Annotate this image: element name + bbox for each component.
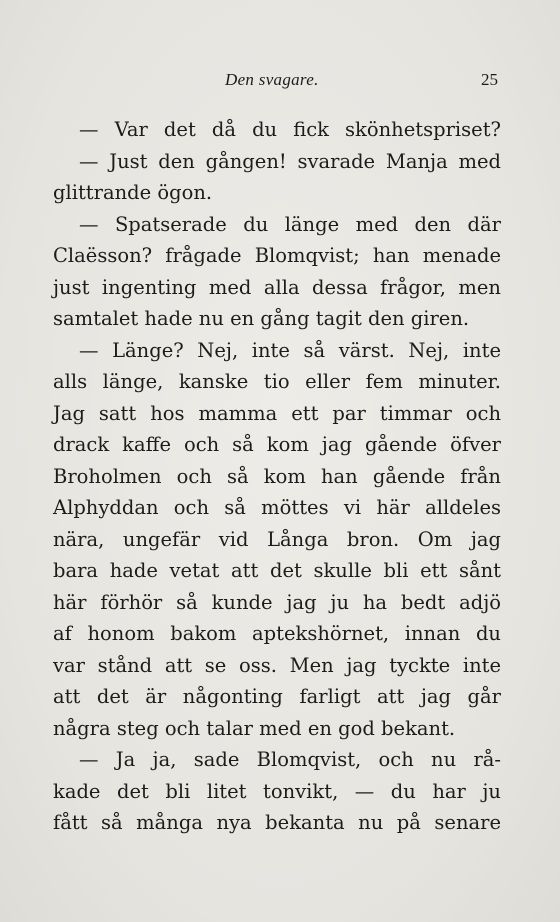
text-line: nära, ungefär vid Långa bron. Om jag — [53, 527, 501, 551]
body-text — [53, 114, 501, 839]
text-line: glittrande ögon. — [53, 181, 213, 204]
text-line: Broholmen och så kom han gående från — [53, 464, 501, 488]
text-line: — Ja ja, sade Blomqvist, och nu rå- — [79, 748, 501, 771]
running-title: Den svagare. — [225, 70, 319, 89]
text-line: Claësson? frågade Blomqvist; han menade — [53, 244, 501, 267]
text-line: — Länge? Nej, inte så värst. Nej, inte — [79, 338, 501, 362]
text-line: att det är någonting farligt att jag går — [53, 685, 501, 708]
text-line: fått så många nya bekanta nu på senare — [53, 811, 501, 834]
page-number: 25 — [481, 70, 498, 89]
text-line: samtalet hade nu en gång tagit den giren. — [53, 307, 470, 330]
text-line: — Just den gången! svarade Manja med — [79, 149, 501, 173]
text-line: — Spatserade du länge med den där — [79, 212, 501, 236]
text-line: bara hade vetat att det skulle bli ett sånt — [53, 559, 501, 582]
text-line: Alphyddan och så möttes vi här alldeles — [53, 496, 501, 519]
text-line: några steg och talar med en god bekant. — [53, 716, 456, 740]
text-line: — Var det då du fick skönhetspriset? — [79, 118, 501, 141]
text-line: kade det bli litet tonvikt, — du har ju — [53, 779, 501, 803]
text-line: var stånd att se oss. Men jag tyckte inte — [53, 653, 501, 677]
text-line: Jag satt hos mamma ett par timmar och — [53, 401, 501, 425]
text-line: här förhör så kunde jag ju ha bedt adjö — [53, 590, 501, 614]
running-head — [0, 70, 560, 94]
text-line: drack kaffe och så kom jag gående öfver — [53, 433, 501, 456]
text-line: alls länge, kanske tio eller fem minuter. — [53, 370, 501, 393]
text-line: af honom bakom aptekshörnet, innan du — [53, 622, 501, 645]
text-line: just ingenting med alla dessa frågor, men — [53, 275, 501, 299]
